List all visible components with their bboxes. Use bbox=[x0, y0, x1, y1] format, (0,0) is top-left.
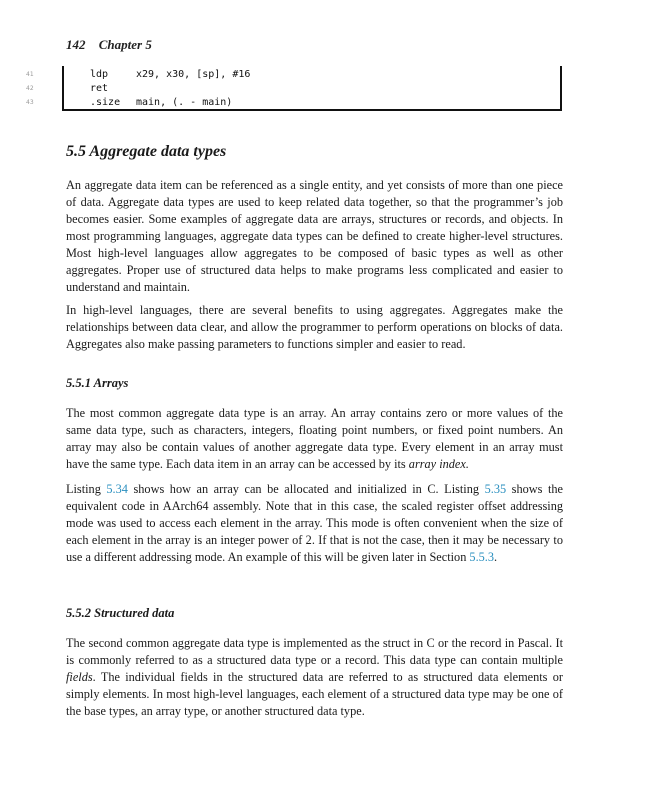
listing-link[interactable]: 5.35 bbox=[484, 482, 507, 496]
emphasis: fields bbox=[66, 670, 93, 684]
paragraph: An aggregate data item can be referenced as a single entity, and yet consists of more than one piece of data. Aggregate data types are used to keep related data together, so that the programmer’s job becomes easier. Some examples of aggregate data are arrays, structures or records, and objects. In most programming languages, aggregate data types can be defined to create higher-level structures. Most high-level languages allow aggregates to be composed of basic types as well as other aggregates. Proper use of structured data helps to make programs less complicated and easier to understand and maintain. bbox=[66, 178, 563, 294]
subsection-title: 5.5.2 Structured data bbox=[66, 606, 175, 620]
subsection-title: 5.5.1 Arrays bbox=[66, 376, 129, 390]
page-number: 142 bbox=[66, 37, 86, 52]
code-listing bbox=[62, 66, 562, 111]
paragraph: The second common aggregate data type is implemented as the struct in C or the record in Pascal. It is commonly referred to as a structured data type or a record. This data type can contain multiple fields. The individual fields in the structured data are referred to as structured data elements or simply elements. In most high-level languages, each element of a structured data type may be one of the base types, an array type, or another structured data type. bbox=[66, 636, 563, 718]
line-number: 42 bbox=[26, 85, 34, 92]
code-line: ret bbox=[90, 83, 109, 94]
paragraph: Listing 5.34 shows how an array can be allocated and initialized in C. Listing 5.35 shows the equivalent code in AArch64 assembly. Note that in this case, the scaled register offset addressing mode was used to access each element in the array. This mode is often convenient when the size of each element in the array is an integer power of 2. If that is not the case, then it may be necessary to use a different addressing mode. An example of this will be given later in Section 5.5.3. bbox=[66, 482, 564, 564]
section-title: 5.5 Aggregate data types bbox=[66, 143, 227, 160]
line-number: 43 bbox=[26, 99, 34, 106]
code-line: .size main, (. - main) bbox=[90, 97, 233, 108]
running-header bbox=[66, 37, 152, 53]
code-line: ldp x29, x30, [sp], #16 bbox=[90, 69, 251, 80]
emphasis: array index. bbox=[408, 457, 469, 471]
chapter-label: Chapter 5 bbox=[98, 37, 152, 52]
line-number: 41 bbox=[26, 71, 34, 78]
paragraph: The most common aggregate data type is an array. An array contains zero or more values of the same data type, such as characters, integers, floating point numbers, or fixed point numbers. An array may also be contain values of another aggregate data type. Every element in an array must have the same type. Each data item in an array can be accessed by its array index. bbox=[66, 406, 563, 471]
paragraph: In high-level languages, there are several benefits to using aggregates. Aggregates make the relationships between data clear, and allow the programmer to perform operations on blocks of data. Aggregates also make passing parameters to functions simpler and easier to read. bbox=[66, 303, 563, 351]
section-link[interactable]: 5.5.3 bbox=[469, 550, 495, 564]
listing-link[interactable]: 5.34 bbox=[106, 482, 128, 496]
